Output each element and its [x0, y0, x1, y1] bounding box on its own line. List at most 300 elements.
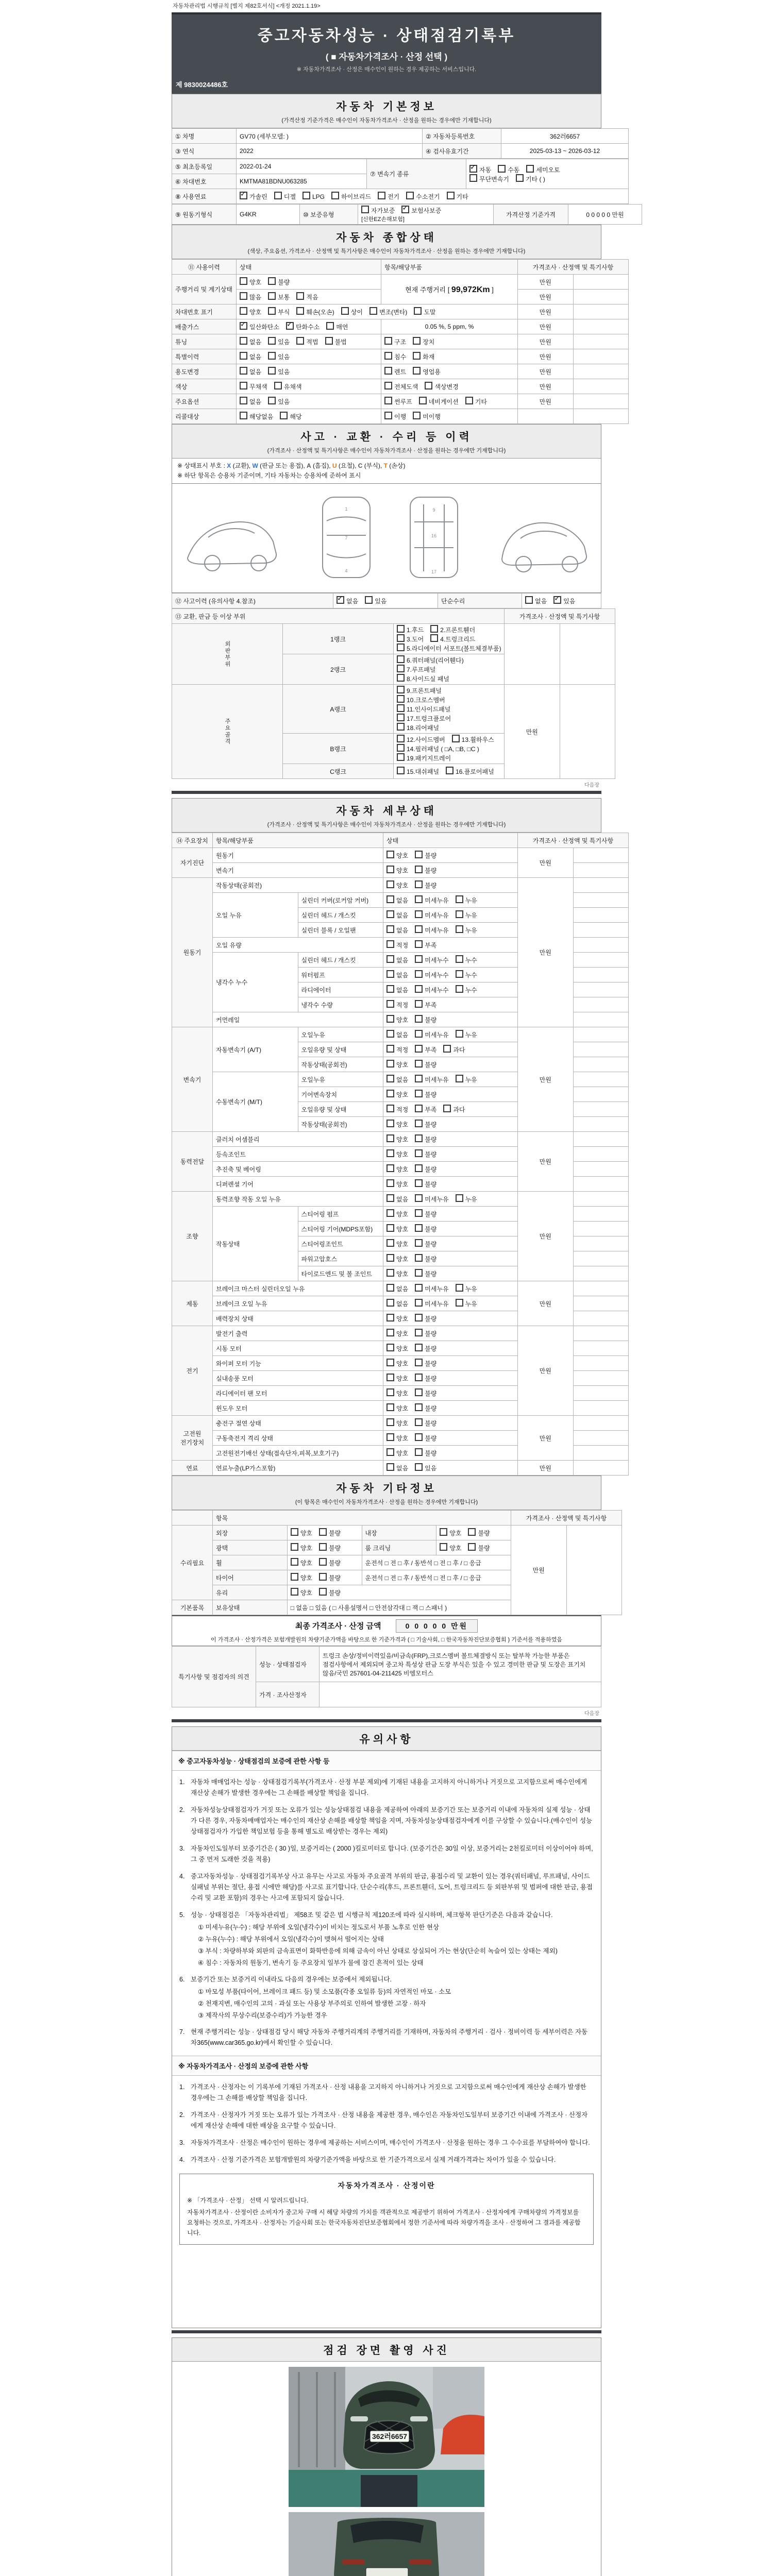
checkbox[interactable]: [386, 1015, 394, 1023]
checkbox[interactable]: [319, 1558, 327, 1566]
checkbox[interactable]: [386, 1030, 394, 1038]
checkbox[interactable]: [425, 382, 432, 389]
checkbox[interactable]: [415, 940, 423, 948]
option: [319, 1543, 341, 1552]
checkbox[interactable]: [468, 1528, 476, 1536]
checkbox[interactable]: [397, 753, 405, 761]
checkbox[interactable]: [397, 686, 405, 693]
checkbox[interactable]: [469, 165, 477, 173]
option-label: 적정: [396, 1046, 409, 1054]
memo-cell: [573, 1117, 629, 1132]
option-label: 불량: [328, 1560, 341, 1567]
checkbox[interactable]: [397, 744, 405, 752]
checkbox[interactable]: [361, 206, 369, 213]
checkbox[interactable]: [384, 412, 392, 419]
checkbox[interactable]: [397, 674, 405, 682]
notice-paragraph: [179, 1871, 594, 1904]
option-label: 없음: [396, 927, 409, 934]
checkbox[interactable]: [397, 704, 405, 712]
option-label: 15.대쉬패널: [407, 768, 440, 775]
item-label: 클러치 어셈블리: [213, 1132, 383, 1147]
checkbox[interactable]: [296, 337, 304, 345]
option-label: 불량: [425, 1091, 437, 1098]
checkbox[interactable]: [386, 1418, 394, 1426]
state-options: [383, 1132, 518, 1147]
memo-cell: [573, 379, 629, 394]
engine-type: G4KR: [237, 205, 300, 225]
checkbox[interactable]: [384, 382, 392, 389]
table-row: [172, 129, 629, 144]
notice-paragraph: [179, 1974, 594, 1985]
checkbox[interactable]: [384, 352, 392, 360]
form-subtitle: ( ■ 자동차가격조사 · 산정 선택 ): [325, 52, 448, 62]
section-basic-title: 자동차 기본정보: [336, 101, 437, 113]
checkbox[interactable]: [369, 307, 377, 315]
option: [384, 367, 406, 376]
checkbox[interactable]: [443, 1045, 451, 1053]
checkbox[interactable]: [430, 634, 438, 642]
subitem-label: 실린더 커버(로커암 커버): [298, 893, 383, 908]
checkbox[interactable]: [386, 1164, 394, 1172]
checkbox[interactable]: [415, 1284, 423, 1292]
checkbox[interactable]: [319, 1588, 327, 1596]
checkbox[interactable]: [397, 643, 405, 651]
notice-text: 가격조사 · 산정자는 이 기록부에 기재된 가격조사 · 산정 내용을 고지하지 아니하거나 거짓으로 고지함으로써 매수인에게 재산상 손해가 발생한 경우에는 그 손해를 배상할 책임을 집니다.: [191, 2083, 586, 2102]
table-row: [172, 334, 629, 349]
option: [291, 1573, 312, 1582]
checkbox[interactable]: [415, 1433, 423, 1441]
checkbox[interactable]: [240, 352, 247, 360]
checkbox[interactable]: [240, 292, 247, 300]
checkbox[interactable]: [291, 1558, 298, 1566]
checkbox[interactable]: [386, 1209, 394, 1217]
checkbox[interactable]: [386, 1239, 394, 1247]
checkbox[interactable]: [386, 1149, 394, 1157]
checkbox[interactable]: [386, 1254, 394, 1262]
checkbox[interactable]: [415, 1463, 423, 1471]
checkbox[interactable]: [386, 1269, 394, 1277]
checkbox[interactable]: [337, 596, 344, 604]
basic-top: [172, 128, 629, 159]
checkbox[interactable]: [456, 1075, 463, 1082]
option: [406, 192, 440, 201]
checkbox[interactable]: [386, 985, 394, 993]
option-label: 렌트: [394, 368, 407, 376]
field-label: ⑧ 사용연료: [172, 189, 237, 204]
checkbox[interactable]: [415, 1209, 423, 1217]
checkbox[interactable]: [415, 880, 423, 888]
memo-cell: [573, 938, 629, 953]
checkbox[interactable]: [415, 1164, 423, 1172]
final-price-label: 최종 가격조사 · 산정 금액: [295, 1622, 381, 1631]
checkbox[interactable]: [386, 880, 394, 888]
checkbox[interactable]: [553, 596, 561, 604]
row-label: 주행거리 및 계기상태: [172, 275, 237, 304]
detail-body: [172, 833, 629, 1476]
checkbox[interactable]: [397, 723, 405, 731]
checkbox[interactable]: [456, 955, 463, 963]
option-label: 16.플로어패널: [456, 768, 494, 775]
checkbox[interactable]: [456, 895, 463, 903]
checkbox[interactable]: [268, 292, 276, 300]
option: [240, 352, 261, 361]
option: [386, 1224, 408, 1233]
device-group-label: 자기진단: [172, 848, 213, 878]
checkbox[interactable]: [384, 367, 392, 375]
checkbox[interactable]: [415, 1000, 423, 1008]
first-registration-date: 2022-01-24: [237, 159, 367, 174]
checkbox[interactable]: [456, 1299, 463, 1307]
checkbox[interactable]: [386, 1120, 394, 1127]
checkbox[interactable]: [386, 1224, 394, 1232]
checkbox[interactable]: [240, 277, 247, 285]
checkbox[interactable]: [240, 322, 247, 330]
option-label: 화재: [423, 353, 435, 361]
checkbox[interactable]: [280, 412, 288, 419]
section-divider: [172, 1719, 601, 1722]
checkbox[interactable]: [386, 1329, 394, 1336]
checkbox[interactable]: [465, 397, 473, 404]
checkbox[interactable]: [415, 1254, 423, 1262]
checkbox[interactable]: [386, 851, 394, 858]
checkbox[interactable]: [386, 1284, 394, 1292]
checkbox[interactable]: [240, 337, 247, 345]
form-reference-line: 자동차관리법 시행규칙 [별지 제82호서식] <개정 2021.1.19>: [173, 3, 321, 9]
checkbox[interactable]: [268, 367, 276, 375]
item-label: 자동변속기 (A/T): [213, 1027, 298, 1072]
price-cell: 만원: [518, 379, 574, 394]
checkbox[interactable]: [397, 735, 405, 742]
checkbox[interactable]: [415, 1359, 423, 1366]
item-label: 시동 모터: [213, 1341, 383, 1356]
checkbox[interactable]: [386, 925, 394, 933]
legend-text: ※ 상태표시 부호 :: [177, 462, 227, 469]
checkbox[interactable]: [386, 1045, 394, 1053]
misc-body: [172, 1511, 622, 1615]
checkbox[interactable]: [384, 397, 392, 404]
checkbox[interactable]: [386, 1179, 394, 1187]
checkbox[interactable]: [415, 910, 423, 918]
notice-text: 현재 주행거리는 성능 · 상태점검 당시 해당 자동차 주행거리계의 주행거리를 기재하며, 자동차의 주행거리 · 검사 · 정비이력 등 세부이력은 자동차365(www.car365.go.kr)에서 확인할 수 있습니다.: [191, 2028, 588, 2046]
state-options: [383, 1102, 518, 1117]
checkbox[interactable]: [397, 695, 405, 703]
notice-number: 5.: [179, 1911, 185, 1919]
svg-text:7: 7: [345, 535, 348, 540]
checkbox[interactable]: [378, 192, 385, 199]
checkbox[interactable]: [291, 1573, 298, 1581]
option: [384, 352, 406, 361]
checkbox[interactable]: [240, 397, 247, 404]
checkbox[interactable]: [415, 1045, 423, 1053]
checkbox[interactable]: [386, 1433, 394, 1441]
checkbox[interactable]: [415, 955, 423, 963]
checkbox[interactable]: [386, 895, 394, 903]
checkbox[interactable]: [384, 337, 392, 345]
checkbox[interactable]: [415, 1134, 423, 1142]
checkbox[interactable]: [386, 940, 394, 948]
checkbox[interactable]: [386, 866, 394, 873]
checkbox[interactable]: [415, 1418, 423, 1426]
checkbox[interactable]: [386, 1388, 394, 1396]
checkbox[interactable]: [456, 1284, 463, 1292]
option-label: 있음: [425, 1465, 437, 1472]
checkbox[interactable]: [386, 1075, 394, 1082]
checkbox[interactable]: [415, 1015, 423, 1023]
checkbox[interactable]: [386, 1403, 394, 1411]
checkbox[interactable]: [415, 1060, 423, 1067]
option: [386, 925, 408, 935]
checkbox[interactable]: [386, 1374, 394, 1381]
checkbox[interactable]: [415, 1105, 423, 1112]
checkbox[interactable]: [415, 1239, 423, 1247]
checkbox[interactable]: [325, 337, 333, 345]
price-cell: 만원: [518, 1027, 574, 1132]
checkbox[interactable]: [430, 625, 438, 633]
checkbox[interactable]: [440, 1528, 447, 1536]
checkbox[interactable]: [456, 970, 463, 978]
option-label: 불량: [425, 867, 437, 874]
state-options: [383, 1266, 518, 1281]
option: [415, 1060, 436, 1069]
option-label: 누유: [465, 1031, 477, 1039]
state-options: [383, 1371, 518, 1386]
checkbox[interactable]: [468, 1543, 476, 1551]
checkbox[interactable]: [386, 1134, 394, 1142]
memo-cell: [573, 394, 629, 409]
checkbox[interactable]: [415, 925, 423, 933]
checkbox[interactable]: [415, 1329, 423, 1336]
option: [240, 337, 261, 346]
checkbox[interactable]: [386, 1463, 394, 1471]
checkbox[interactable]: [415, 1403, 423, 1411]
checkbox[interactable]: [525, 596, 533, 604]
color-options: [237, 379, 381, 394]
checkbox[interactable]: [331, 192, 339, 199]
checkbox[interactable]: [415, 985, 423, 993]
checkbox[interactable]: [319, 1543, 327, 1551]
checkbox[interactable]: [413, 367, 421, 375]
checkbox[interactable]: [413, 412, 421, 419]
checkbox[interactable]: [443, 1105, 451, 1112]
checkbox[interactable]: [303, 192, 310, 199]
checkbox[interactable]: [240, 382, 247, 389]
checkbox[interactable]: [296, 307, 304, 315]
option: [415, 970, 448, 979]
checkbox[interactable]: [469, 174, 477, 182]
checkbox[interactable]: [386, 910, 394, 918]
checkbox[interactable]: [446, 767, 453, 774]
table-row: [172, 1326, 629, 1341]
checkbox[interactable]: [413, 337, 421, 345]
checkbox[interactable]: [274, 192, 282, 199]
item-label: 보유상태: [213, 1600, 288, 1615]
inspector-role: 가격 · 조사산정자: [256, 1682, 320, 1707]
checkbox[interactable]: [386, 955, 394, 963]
column-header: [172, 1511, 213, 1526]
option: [386, 1164, 408, 1174]
option-label: 불량: [425, 1181, 437, 1188]
checkbox[interactable]: [414, 307, 422, 315]
checkbox[interactable]: [240, 192, 247, 199]
checkbox[interactable]: [419, 397, 427, 404]
option: [386, 1254, 408, 1263]
checkbox[interactable]: [274, 382, 282, 389]
checkbox[interactable]: [415, 1179, 423, 1187]
rank-items: [394, 764, 505, 779]
checkbox[interactable]: [397, 714, 405, 721]
section-photos-header: [172, 2337, 601, 2362]
notice-text: 중고자동차성능 · 상태점검기록부상 사고 유무는 사고로 자동차 주요골격 부위의 판금, 용접수리 및 교환이 있는 경우(쿼터패널, 루프패널, 사이드실패널 부위는 절단, 용접 시에만 해당)를 사고로 표기합니다. 단순수리(후드, 프론트휀더, 도어, 트렁크리드 등 외판부위 및 범퍼에 대한 판금, 용접수리 및 교환 포함)의 경우는 사고에 포함되지 않습니다.: [191, 1873, 593, 1902]
checkbox[interactable]: [386, 1105, 394, 1112]
checkbox[interactable]: [397, 634, 405, 642]
inspector-comment: [320, 1682, 601, 1707]
document-number: 제 9830024486호: [176, 81, 228, 89]
checkbox[interactable]: [268, 352, 276, 360]
option: [430, 625, 475, 634]
item-label: 브레이크 오일 누유: [213, 1296, 383, 1311]
option-label: 미세누유: [425, 912, 449, 919]
option-label: 없음: [396, 957, 409, 964]
checkbox[interactable]: [498, 165, 506, 173]
checkbox[interactable]: [291, 1543, 298, 1551]
memo-cell: [573, 1012, 629, 1027]
state-options: [383, 1416, 518, 1431]
option-label: 불량: [425, 852, 437, 859]
checkbox[interactable]: [447, 192, 455, 199]
checkbox[interactable]: [397, 767, 405, 774]
notice-paragraph: [179, 2138, 594, 2148]
option: [413, 367, 441, 376]
checkbox[interactable]: [452, 735, 460, 742]
checkbox[interactable]: [319, 1528, 327, 1536]
table-row: [172, 1132, 629, 1147]
checkbox[interactable]: [415, 1314, 423, 1321]
checkbox[interactable]: [386, 1090, 394, 1097]
checkbox[interactable]: [516, 174, 524, 182]
price-cell: 만원: [518, 878, 574, 1027]
checkbox[interactable]: [440, 1543, 447, 1551]
option: [386, 1359, 408, 1368]
opinion: [172, 1646, 601, 1707]
checkbox[interactable]: [415, 895, 423, 903]
checkbox[interactable]: [386, 1344, 394, 1351]
checkbox[interactable]: [341, 307, 349, 315]
checkbox[interactable]: [268, 307, 276, 315]
checkbox[interactable]: [415, 1374, 423, 1381]
memo-cell: [560, 685, 615, 779]
item-label: 외장: [213, 1526, 288, 1540]
checkbox[interactable]: [365, 596, 373, 604]
checkbox[interactable]: [415, 1030, 423, 1038]
checkbox[interactable]: [526, 165, 534, 173]
checkbox[interactable]: [240, 412, 247, 419]
option: [268, 352, 290, 361]
option: [415, 880, 436, 890]
option-label: 양호: [396, 1181, 409, 1188]
checkbox[interactable]: [326, 322, 334, 330]
checkbox[interactable]: [386, 1000, 394, 1008]
checkbox[interactable]: [415, 1090, 423, 1097]
checkbox[interactable]: [386, 1314, 394, 1321]
checkbox[interactable]: [401, 206, 409, 213]
notice-text: 자동차성능상태점검자가 거짓 또는 오류가 있는 성능상태점검 내용을 제공하여 아래의 보증기간 또는 보증거리 이내에 자동차의 실제 성능 · 상태가 다른 경우, 자동차매매업자는 매수인의 재산상 손해를 배상할 책임을 지며, 자동차성능상태점검자에게 이를 구상할 수 있습니다.(매수인이 성능상태점검자가 가입한 책임보험 등을 통해 별도로 배상받는 경우는 제외): [191, 1806, 593, 1835]
checkbox[interactable]: [286, 322, 294, 330]
checkbox[interactable]: [415, 1388, 423, 1396]
checkbox[interactable]: [386, 1359, 394, 1366]
transmission-options: [466, 159, 629, 189]
checkbox[interactable]: [397, 655, 405, 663]
checkbox[interactable]: [456, 910, 463, 918]
checkbox[interactable]: [386, 1299, 394, 1307]
checkbox[interactable]: [397, 665, 405, 672]
checkbox[interactable]: [415, 1075, 423, 1082]
checkbox[interactable]: [415, 1149, 423, 1157]
table-row: [172, 205, 642, 225]
option-label: 전기: [387, 193, 400, 200]
option: [397, 735, 445, 744]
checkbox[interactable]: [415, 866, 423, 873]
checkbox[interactable]: [415, 1224, 423, 1232]
checkbox[interactable]: [415, 1194, 423, 1202]
checkbox[interactable]: [386, 970, 394, 978]
field-label: ⑦ 변속기 종류: [367, 159, 466, 189]
checkbox[interactable]: [386, 1060, 394, 1067]
checkbox[interactable]: [415, 1299, 423, 1307]
option: [386, 1209, 408, 1218]
checkbox[interactable]: [415, 1120, 423, 1127]
checkbox[interactable]: [386, 1194, 394, 1202]
checkbox[interactable]: [291, 1588, 298, 1596]
checkbox[interactable]: [456, 985, 463, 993]
option: [268, 397, 290, 406]
checkbox[interactable]: [415, 970, 423, 978]
memo-cell: [573, 1401, 629, 1416]
checkbox[interactable]: [268, 277, 276, 285]
option: [415, 1269, 436, 1278]
checkbox[interactable]: [386, 1448, 394, 1456]
checkbox[interactable]: [415, 1448, 423, 1456]
table-row: [172, 878, 629, 893]
state-options: [383, 1386, 518, 1401]
checkbox[interactable]: [456, 1030, 463, 1038]
option-label: 5.라디에이터 서포트(볼트체결부품): [407, 645, 501, 652]
checkbox[interactable]: [415, 851, 423, 858]
checkbox[interactable]: [456, 1194, 463, 1202]
device-group-label: 동력전달: [172, 1132, 213, 1192]
checkbox[interactable]: [319, 1573, 327, 1581]
option: [384, 397, 412, 406]
checkbox[interactable]: [415, 1344, 423, 1351]
memo-cell: [573, 953, 629, 968]
checkbox[interactable]: [397, 625, 405, 633]
checkbox[interactable]: [268, 397, 276, 404]
option-label: 보험사보증: [411, 207, 442, 214]
option-label: 12.사이드멤버: [407, 736, 445, 743]
vin-number: KMTMA81BDNU063285: [237, 174, 367, 189]
checkbox[interactable]: [240, 367, 247, 375]
checkbox[interactable]: [240, 307, 247, 315]
checkbox[interactable]: [406, 192, 414, 199]
checkbox[interactable]: [456, 925, 463, 933]
checkbox[interactable]: [296, 292, 304, 300]
checkbox[interactable]: [268, 337, 276, 345]
checkbox[interactable]: [413, 352, 421, 360]
checkbox[interactable]: [415, 1269, 423, 1277]
table-row: [172, 304, 629, 319]
checkbox[interactable]: [291, 1528, 298, 1536]
option: [378, 192, 399, 201]
option: [386, 1149, 408, 1159]
